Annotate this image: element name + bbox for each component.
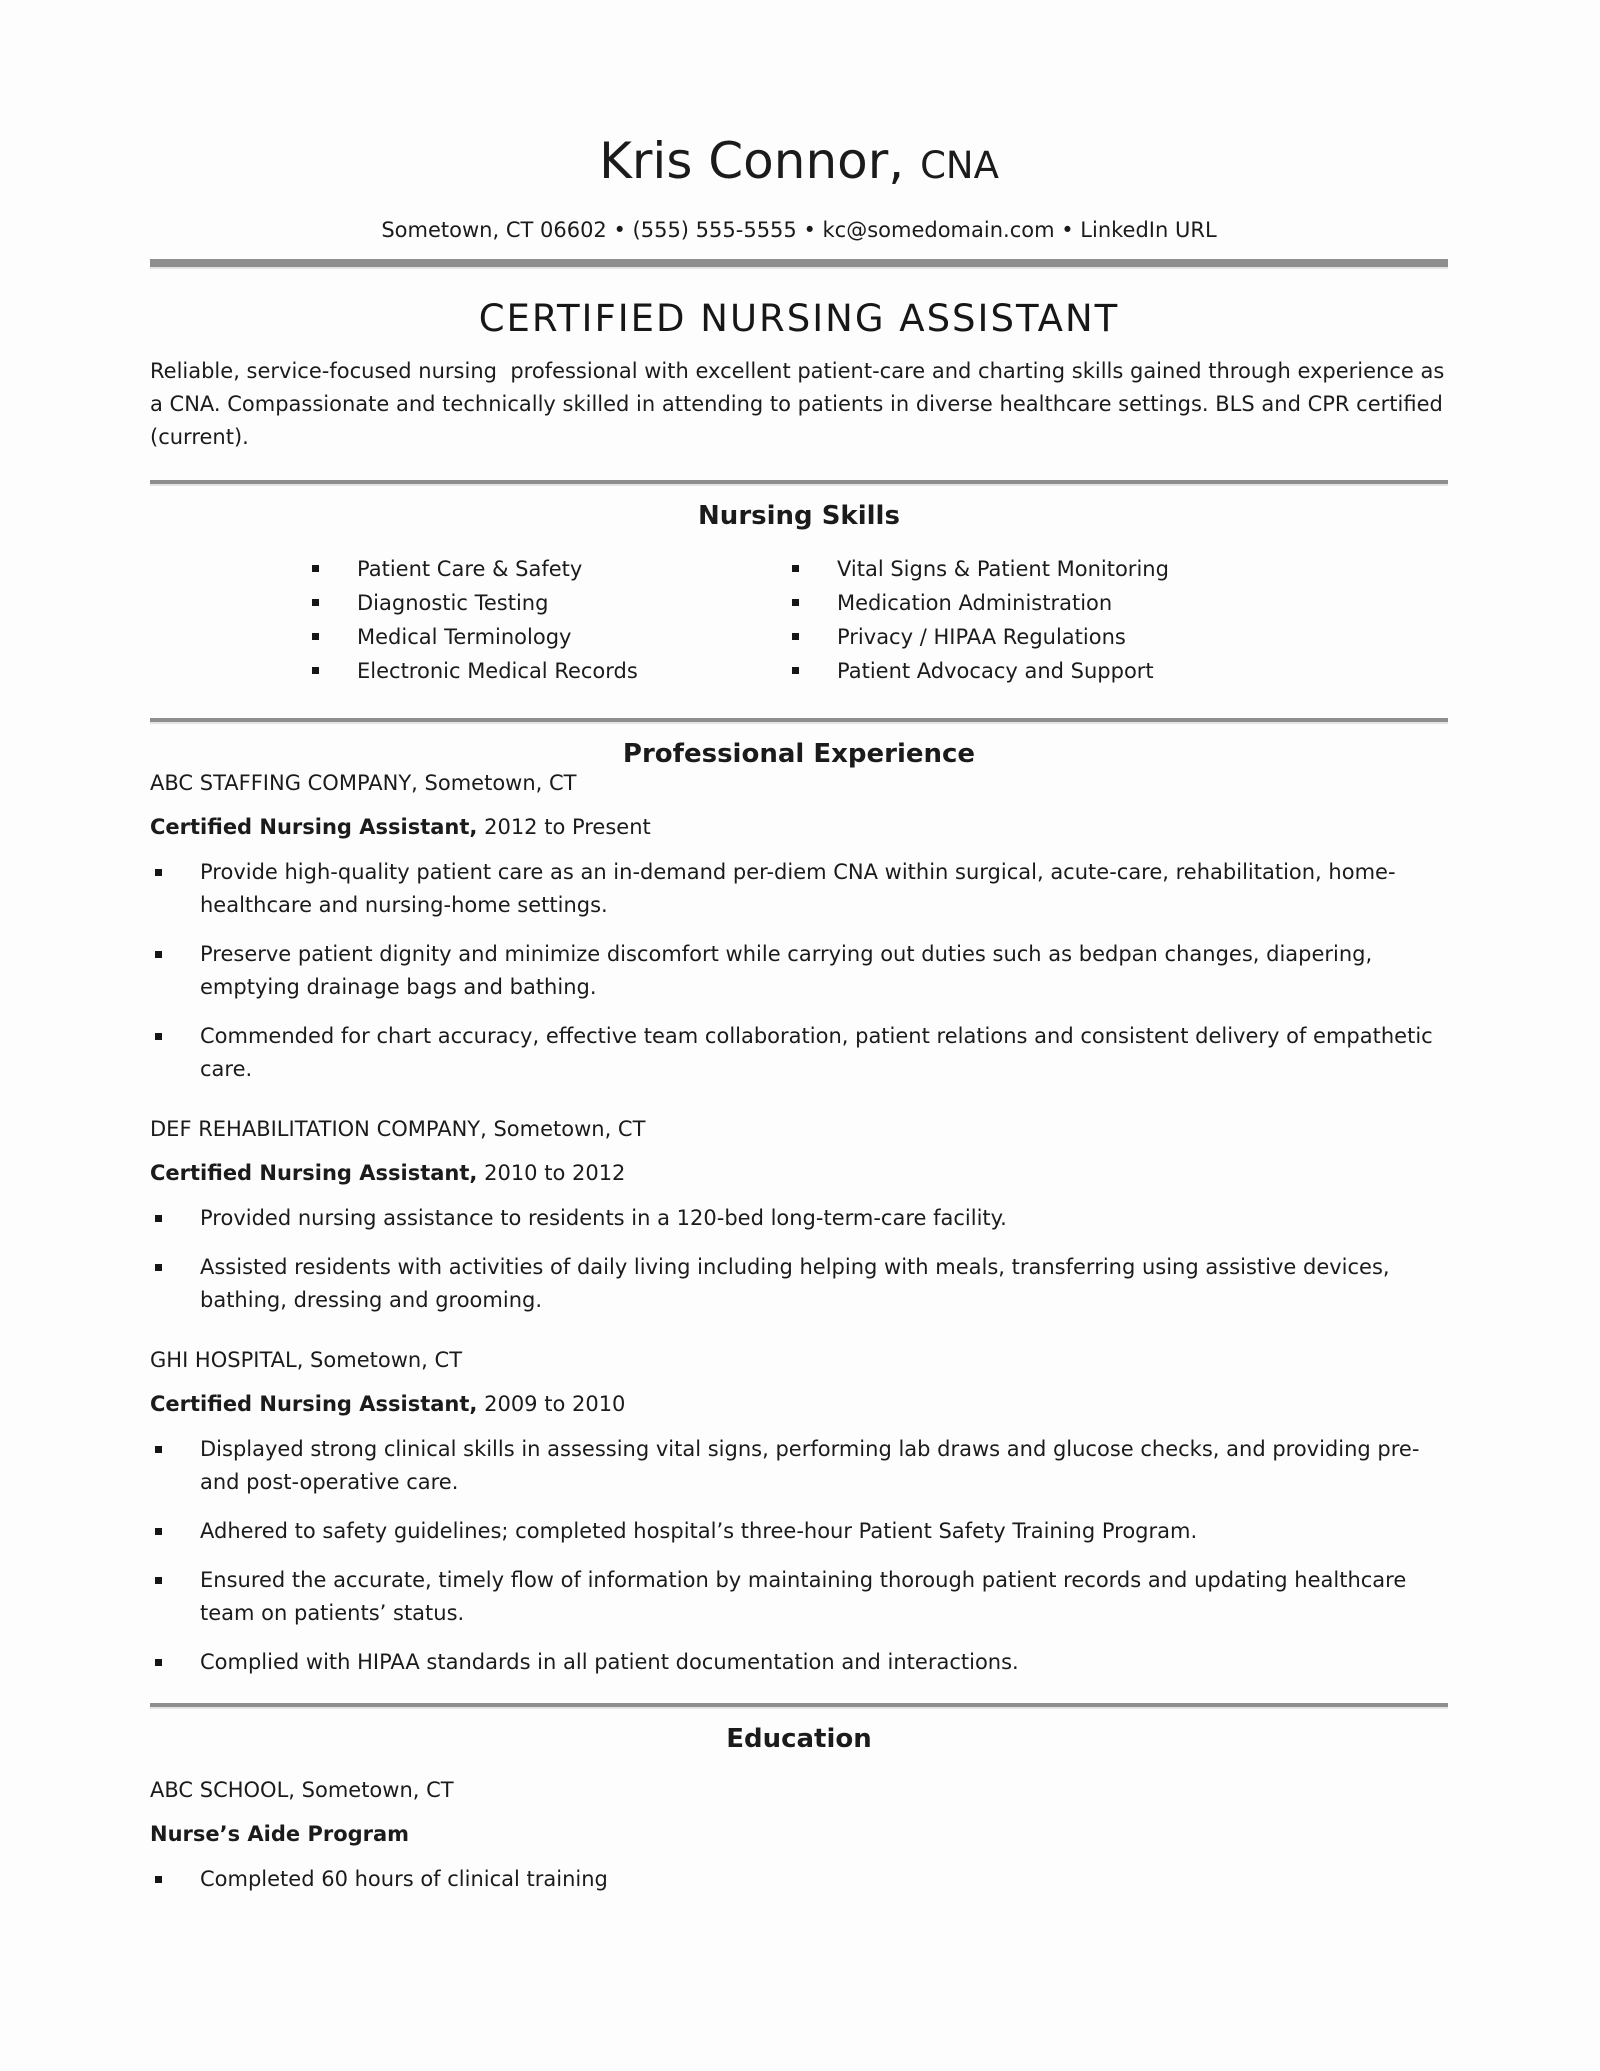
bullet-item (150, 938, 1448, 1004)
bullet-text: Provide high-quality patient care as an in-demand per-diem CNA within surgical, acute-care, rehabilitation, home-healthcare and nursing-home settings. (200, 860, 1396, 917)
skill-label: Patient Care & Safety (357, 557, 583, 581)
skills-column-left (312, 552, 792, 688)
skill-item (792, 552, 1169, 586)
header-divider (150, 259, 1448, 269)
square-bullet-icon (312, 633, 319, 640)
bullet-item (150, 1564, 1448, 1630)
job-entry (150, 1347, 1448, 1679)
section-divider (150, 480, 1448, 486)
candidate-name-text: Kris Connor, (599, 132, 905, 190)
summary-paragraph: Reliable, service-focused nursing professional with excellent patient-care and charting skills gained through experience as a CNA. Compassionate and technically skilled in attending to patients in diverse healthcare settings. BLS and CPR certified (current). (150, 359, 1452, 449)
experience-section (150, 770, 1448, 1679)
square-bullet-icon (155, 1264, 162, 1271)
job-title: Certified Nursing Assistant, (150, 1161, 478, 1185)
bullet-text: Displayed strong clinical skills in assessing vital signs, performing lab draws and glucose checks, and providing pre- and post-operative care. (200, 1437, 1420, 1494)
document-title: CERTIFIED NURSING ASSISTANT (478, 297, 1120, 340)
education-heading: Education (726, 1724, 872, 1754)
skill-label: Diagnostic Testing (357, 591, 549, 615)
skill-label: Vital Signs & Patient Monitoring (837, 557, 1169, 581)
skills-list (150, 552, 1448, 688)
skill-label: Patient Advocacy and Support (837, 659, 1154, 683)
skill-label: Medication Administration (837, 591, 1113, 615)
job-title-line (150, 1391, 1448, 1417)
bullet-text: Commended for chart accuracy, effective team collaboration, patient relations and consistent delivery of empathetic care. (200, 1024, 1433, 1081)
bullet-item (150, 1433, 1448, 1499)
skill-item (792, 586, 1169, 620)
square-bullet-icon (155, 1215, 162, 1222)
square-bullet-icon (155, 1528, 162, 1535)
square-bullet-icon (792, 667, 799, 674)
job-bullet-list (150, 1433, 1448, 1679)
square-bullet-icon (155, 1446, 162, 1453)
skill-item (312, 552, 792, 586)
job-dates: 2010 to 2012 (484, 1161, 626, 1185)
bullet-item (150, 1646, 1448, 1679)
skill-label: Privacy / HIPAA Regulations (837, 625, 1126, 649)
bullet-item (150, 1863, 1448, 1896)
skill-item (792, 654, 1169, 688)
company-line: DEF REHABILITATION COMPANY, Sometown, CT (150, 1117, 646, 1141)
bullet-text: Complied with HIPAA standards in all patient documentation and interactions. (200, 1650, 1019, 1674)
skill-item (312, 586, 792, 620)
bullet-item (150, 1251, 1448, 1317)
bullet-text: Adhered to safety guidelines; completed hospital’s three-hour Patient Safety Training Program. (200, 1519, 1198, 1543)
bullet-item (150, 856, 1448, 922)
square-bullet-icon (155, 951, 162, 958)
company-line: GHI HOSPITAL, Sometown, CT (150, 1348, 463, 1372)
square-bullet-icon (312, 565, 319, 572)
square-bullet-icon (312, 599, 319, 606)
experience-heading: Professional Experience (622, 739, 976, 769)
bullet-item (150, 1020, 1448, 1086)
company-line: ABC STAFFING COMPANY, Sometown, CT (150, 771, 577, 795)
bullet-item (150, 1202, 1448, 1235)
square-bullet-icon (155, 1876, 162, 1883)
square-bullet-icon (155, 1659, 162, 1666)
bullet-text: Preserve patient dignity and minimize discomfort while carrying out duties such as bedpan changes, diapering, emptying drainage bags and bathing. (200, 942, 1373, 999)
education-bullet-list (150, 1863, 1448, 1896)
job-bullet-list (150, 856, 1448, 1086)
bullet-item (150, 1515, 1448, 1548)
square-bullet-icon (312, 667, 319, 674)
section-divider (150, 1703, 1448, 1709)
skills-heading: Nursing Skills (698, 501, 900, 531)
skill-item (312, 654, 792, 688)
bullet-text: Assisted residents with activities of daily living including helping with meals, transferring using assistive devices, bathing, dressing and grooming. (200, 1255, 1390, 1312)
education-section (150, 1777, 1448, 1896)
job-entry (150, 1116, 1448, 1317)
job-title-line (150, 1160, 1448, 1186)
bullet-text: Ensured the accurate, timely flow of information by maintaining thorough patient records and updating healthcare team on patients’ status. (200, 1568, 1407, 1625)
section-divider (150, 718, 1448, 724)
skill-label: Medical Terminology (357, 625, 572, 649)
square-bullet-icon (792, 565, 799, 572)
job-title: Certified Nursing Assistant, (150, 815, 478, 839)
job-dates: 2009 to 2010 (484, 1392, 626, 1416)
square-bullet-icon (155, 869, 162, 876)
program-line: Nurse’s Aide Program (150, 1822, 410, 1846)
job-entry (150, 770, 1448, 1086)
square-bullet-icon (792, 599, 799, 606)
skill-item (792, 620, 1169, 654)
resume-header (150, 132, 1448, 243)
skill-item (312, 620, 792, 654)
school-line: ABC SCHOOL, Sometown, CT (150, 1778, 454, 1802)
job-title-line (150, 814, 1448, 840)
square-bullet-icon (155, 1577, 162, 1584)
bullet-text: Completed 60 hours of clinical training (200, 1867, 608, 1891)
bullet-text: Provided nursing assistance to residents in a 120-bed long-term-care facility. (200, 1206, 1007, 1230)
square-bullet-icon (792, 633, 799, 640)
candidate-name (150, 132, 1448, 191)
job-dates: 2012 to Present (484, 815, 651, 839)
candidate-credential: CNA (920, 144, 999, 187)
skills-column-right (792, 552, 1169, 688)
square-bullet-icon (155, 1033, 162, 1040)
contact-line: Sometown, CT 06602 • (555) 555-5555 • kc@somedomain.com • LinkedIn URL (381, 218, 1217, 242)
skill-label: Electronic Medical Records (357, 659, 638, 683)
job-bullet-list (150, 1202, 1448, 1317)
job-title: Certified Nursing Assistant, (150, 1392, 478, 1416)
